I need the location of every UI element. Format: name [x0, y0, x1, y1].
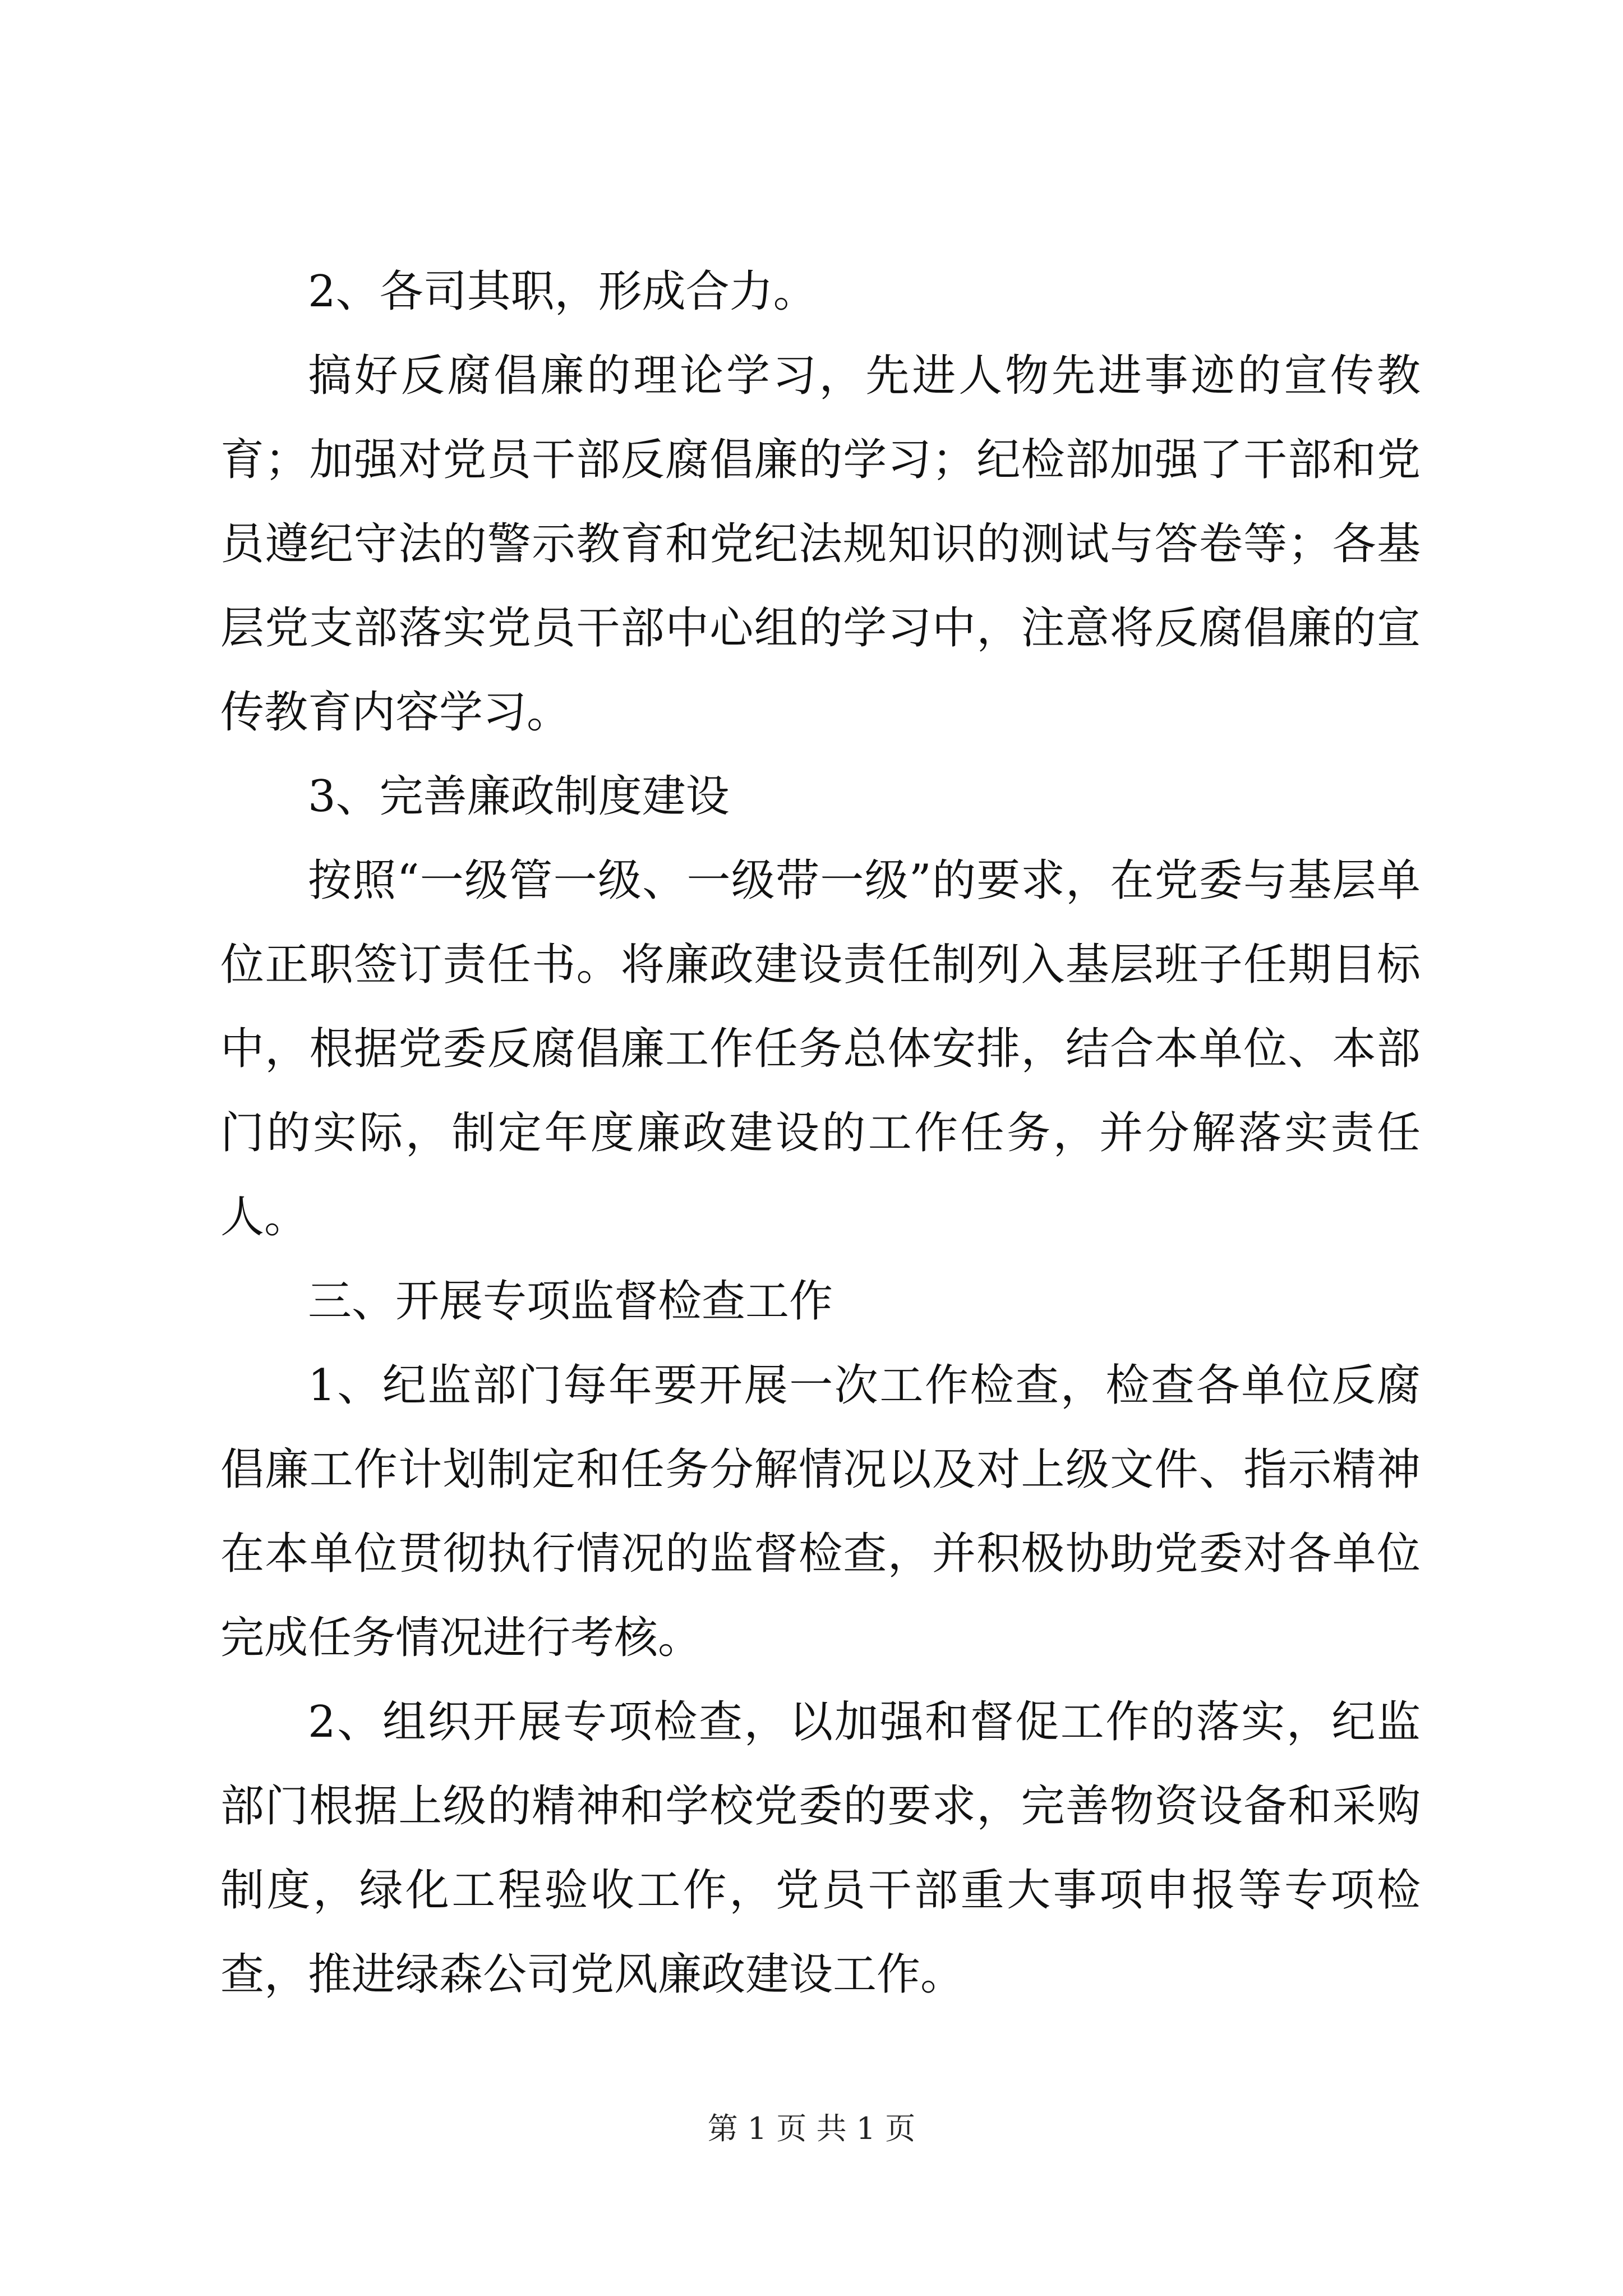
document-body: [220, 250, 1421, 2017]
paragraph-inspection-2: 2、组织开展专项检查，以加强和督促工作的落实，纪监部门根据上级的精神和学校党委的要求，完善物资设备和采购制度，绿化工程验收工作，党员干部重大事项申报等专项检查，推进绿森公司党风廉政建设工作。: [220, 1697, 1421, 2000]
paragraph-responsibility: 按照“一级管一级、一级带一级”的要求，在党委与基层单位正职签订责任书。将廉政建设责任制列入基层班子任期目标中，根据党委反腐倡廉工作任务总体安排，结合本单位、本部门的实际，制定年度廉政建设的工作任务，并分解落实责任人。: [220, 855, 1421, 1243]
subheading-3: 3、完善廉政制度建设: [308, 771, 730, 822]
subheading-2: 2、各司其职，形成合力。: [308, 266, 817, 317]
paragraph-study: 搞好反腐倡廉的理论学习，先进人物先进事迹的宣传教育；加强对党员干部反腐倡廉的学习；纪检部加强了干部和党员遵纪守法的警示教育和党纪法规知识的测试与答卷等；各基层党支部落实党员干部中心组的学习中，注意将反腐倡廉的宣传教育内容学习。: [220, 351, 1421, 738]
section-heading-3: 三、开展专项监督检查工作: [308, 1276, 833, 1327]
paragraph-inspection-1: 1、纪监部门每年要开展一次工作检查，检查各单位反腐倡廉工作计划制定和任务分解情况以及对上级文件、指示精神在本单位贯彻执行情况的监督检查，并积极协助党委对各单位完成任务情况进行考核。: [220, 1360, 1421, 1663]
page-footer: 第 1 页 共 1 页: [707, 2111, 916, 2146]
